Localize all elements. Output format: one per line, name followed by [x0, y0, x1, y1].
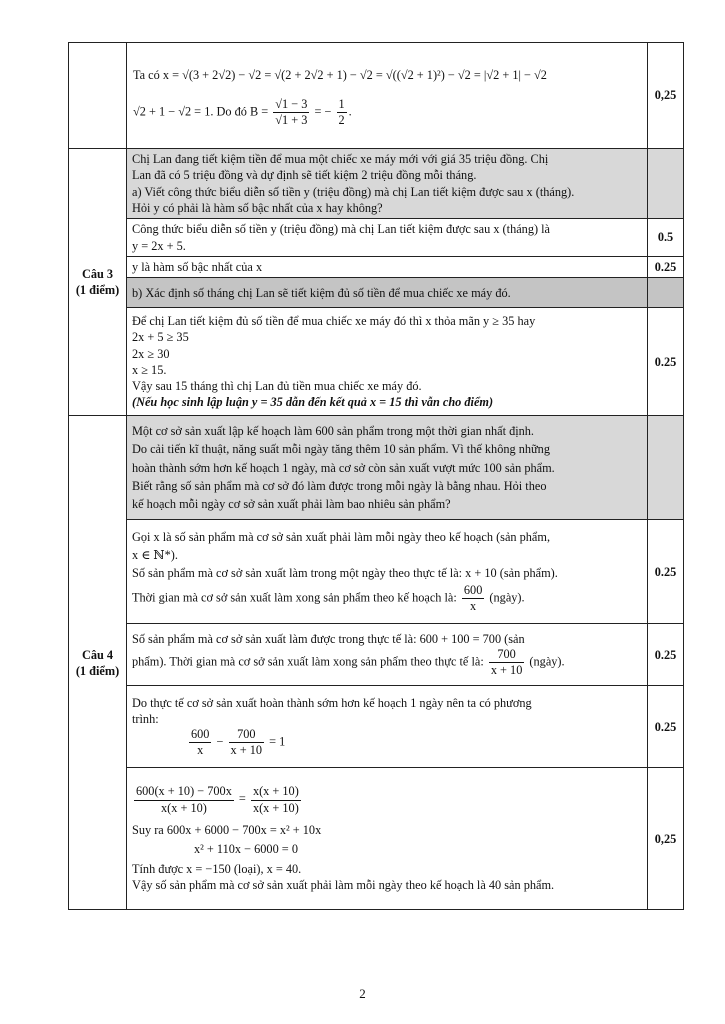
cau4-ans4-line4: Vậy số sản phẩm mà cơ sở sản xuất phải làm mỗi ngày theo kế hoạch là 40 sản phẩm. [132, 877, 555, 892]
cau4-question-score-cell [648, 416, 684, 520]
cau3-ans2-row [69, 257, 684, 278]
cau4-label-points: (1 điểm) [75, 663, 120, 678]
cau4-q-line2: Do cải tiến kĩ thuật, năng suất mỗi ngày tăng thêm 10 sản phẩm. Vì thế không những [132, 442, 550, 457]
cau2-line2-b: = − [314, 104, 332, 119]
cau4-ans1-line4-a: Thời gian mà cơ sở sản xuất làm xong sản phẩm theo kế hoạch là: [132, 590, 457, 605]
cau2-fraction-result [337, 97, 347, 129]
cau3-partb-score-cell [648, 278, 684, 308]
cau4-ans2-frac-num: 700 [489, 647, 525, 663]
cau3-question [127, 149, 648, 219]
cau4-ans2 [127, 624, 648, 686]
cau4-ans2-line2-b: (ngày). [529, 654, 565, 669]
cau3-q-line3: a) Viết công thức biểu diễn số tiền y (triệu đồng) mà chị Lan tiết kiệm được sau x (tháng). [132, 184, 575, 199]
cau3-partb-row [69, 278, 684, 308]
cau4-ans4-f2-den: x(x + 10) [252, 800, 299, 815]
cau3-ans1-line1: Công thức biểu diễn số tiền y (triệu đồng) mà chị Lan tiết kiệm được sau x (tháng) là [132, 222, 551, 237]
cau4-ans4-f1-den: x(x + 10) [160, 800, 207, 815]
cau3-ans1-line2: y = 2x + 5. [132, 238, 186, 253]
cau3-label [69, 149, 127, 416]
cau2-frac-num: √1 − 3 [273, 97, 309, 113]
cau4-ans2-line2-a: phẩm). Thời gian mà cơ sở sản xuất làm xong sản phẩm theo thực tế là: [132, 654, 484, 669]
cau4-ans4-line1: Suy ra 600x + 6000 − 700x = x² + 10x [132, 823, 322, 838]
cau4-ans3-f2-den: x + 10 [230, 743, 263, 758]
cau4-ans1-line2: x ∈ ℕ*). [132, 547, 178, 562]
cau4-ans3-f1-num: 600 [189, 727, 211, 743]
cau4-question-row [69, 416, 684, 520]
cau4-ans1-frac-den: x [470, 598, 477, 613]
cau4-label [69, 416, 127, 910]
cau4-q-line3: hoàn thành sớm hơn kế hoạch 1 ngày, mà cơ sở còn sản xuất vượt mức 100 sản phẩm. [132, 460, 555, 475]
cau3-ans2-score: 0.25 [648, 257, 684, 278]
cau4-ans3-equation [132, 727, 642, 759]
cau4-question [127, 416, 648, 520]
cau4-ans4-line2: x² + 110x − 6000 = 0 [194, 842, 298, 857]
cau4-ans1-line4 [132, 583, 642, 615]
cau4-ans3-row [69, 686, 684, 768]
cau3-q-line4: Hỏi y có phải là hàm số bậc nhất của x hay không? [132, 200, 383, 215]
cau4-ans4-equation [132, 784, 642, 816]
cau3-question-row [69, 149, 684, 219]
cau4-ans4-line3: Tính được x = −150 (loại), x = 40. [132, 861, 302, 876]
cau2-line2-a: √2 + 1 − √2 = 1. Do đó B = [133, 104, 269, 119]
cau4-ans2-line1: Số sản phẩm mà cơ sở sản xuất làm được trong thực tế là: 600 + 100 = 700 (sản [132, 631, 525, 646]
cau4-ans4-frac2 [251, 784, 301, 816]
cau4-ans1-line3: Số sản phẩm mà cơ sở sản xuất làm trong một ngày theo thực tế là: x + 10 (sản phẩm). [132, 565, 558, 580]
cau3-ans3-line2: 2x + 5 ≥ 35 [132, 330, 189, 345]
cau3-ans3-row [69, 308, 684, 416]
cau3-label-title: Câu 3 [81, 266, 114, 281]
cau4-ans1-score: 0.25 [648, 520, 684, 624]
cau2-solution [127, 43, 648, 149]
cau2-score: 0,25 [648, 43, 684, 149]
cau3-question-score-cell [648, 149, 684, 219]
cau4-ans4-f2-num: x(x + 10) [251, 784, 301, 800]
cau4-ans3-minus: − [216, 734, 224, 749]
cau4-ans3-frac2 [229, 727, 265, 759]
cau3-ans3-note: (Nếu học sinh lập luận y = 35 dẫn đến kết quả x = 15 thì vẫn cho điểm) [132, 395, 494, 410]
cau4-ans2-frac-den: x + 10 [490, 663, 523, 678]
cau2-end-row [69, 43, 684, 149]
cau4-ans4-score: 0,25 [648, 768, 684, 910]
cau3-ans3-line5: Vậy sau 15 tháng thì chị Lan đủ tiền mua chiếc xe máy đó. [132, 378, 422, 393]
cau3-label-points: (1 điểm) [75, 283, 120, 298]
cau3-q-line2: Lan đã có 5 triệu đồng và dự định sẽ tiết kiệm 2 triệu đồng mỗi tháng. [132, 168, 477, 183]
cau4-ans1-line1: Gọi x là số sản phẩm mà cơ sở sản xuất phải làm mỗi ngày theo kế hoạch (sản phẩm, [132, 530, 551, 545]
cau3-q-line1: Chị Lan đang tiết kiệm tiền để mua một chiếc xe máy mới với giá 35 triệu đồng. Chị [132, 152, 549, 167]
cau2-frac-den: √1 + 3 [275, 113, 308, 128]
cau2-label-cell [69, 43, 127, 149]
cau4-ans1-fraction [462, 583, 484, 615]
cau4-ans3-score: 0.25 [648, 686, 684, 768]
cau4-q-line5: kế hoạch mỗi ngày cơ sở sản xuất phải làm bao nhiêu sản phẩm? [132, 497, 451, 512]
cau4-q-line1: Một cơ sở sản xuất lập kế hoạch làm 600 sản phẩm trong một thời gian nhất định. [132, 423, 535, 438]
cau3-ans3-line4: x ≥ 15. [132, 362, 167, 377]
cau4-ans2-score: 0.25 [648, 624, 684, 686]
cau2-line1: Ta có x = √(3 + 2√2) − √2 = √(2 + 2√2 + 1) − √2 = √((√2 + 1)²) − √2 = |√2 + 1| − √2 [133, 67, 547, 82]
cau4-ans4-row [69, 768, 684, 910]
cau4-ans2-row [69, 624, 684, 686]
cau4-ans1-frac-num: 600 [462, 583, 484, 599]
cau3-ans1-score: 0.5 [648, 219, 684, 257]
cau2-result-num: 1 [337, 97, 347, 113]
answer-table [68, 42, 684, 910]
cau4-ans3-line1: Do thực tế cơ sở sản xuất hoàn thành sớm hơn kế hoạch 1 ngày nên ta có phương [132, 695, 532, 710]
cau3-ans3-line3: 2x ≥ 30 [132, 346, 170, 361]
cau4-ans3-f2-num: 700 [229, 727, 265, 743]
cau3-ans1 [127, 219, 648, 257]
cau4-ans3-line2: trình: [132, 711, 159, 726]
cau2-line2: √2 + 1 − √2 = 1. Do đó B = $\frac{√1 - 3}{√1 + 3}$ = − $\frac{1}{2}$ . [133, 96, 352, 128]
cau4-ans3 [127, 686, 648, 768]
cau3-ans3 [127, 308, 648, 416]
cau4-ans4 [127, 768, 648, 910]
cau4-ans3-f1-den: x [197, 743, 204, 758]
cau4-ans4-frac1 [134, 784, 234, 816]
cau4-ans4-eq: = [238, 792, 246, 807]
cau3-ans1-row [69, 219, 684, 257]
cau3-ans2: y là hàm số bậc nhất của x [127, 257, 648, 278]
cau3-ans3-score: 0.25 [648, 308, 684, 416]
cau4-q-line4: Biết rằng số sản phẩm mà cơ sở đó làm được trong mỗi ngày là bằng nhau. Hỏi theo [132, 478, 547, 493]
cau4-ans1 [127, 520, 648, 624]
cau3-partb: b) Xác định số tháng chị Lan sẽ tiết kiệm đủ số tiền để mua chiếc xe máy đó. [127, 278, 648, 308]
cau4-ans3-eq: = 1 [269, 734, 286, 749]
cau2-fraction-b [273, 97, 309, 129]
cau4-ans1-line4-b: (ngày). [489, 590, 525, 605]
cau4-ans2-line2 [132, 647, 642, 679]
cau4-ans4-f1-num: 600(x + 10) − 700x [134, 784, 234, 800]
cau4-label-title: Câu 4 [81, 647, 114, 662]
cau2-result-den: 2 [338, 113, 345, 128]
page-number: 2 [359, 986, 366, 1001]
cau4-ans3-frac1 [189, 727, 211, 759]
cau4-ans1-row [69, 520, 684, 624]
cau4-ans2-fraction [489, 647, 525, 679]
cau3-ans3-line1: Để chị Lan tiết kiệm đủ số tiền để mua chiếc xe máy đó thì x thỏa mãn y ≥ 35 hay [132, 314, 536, 329]
